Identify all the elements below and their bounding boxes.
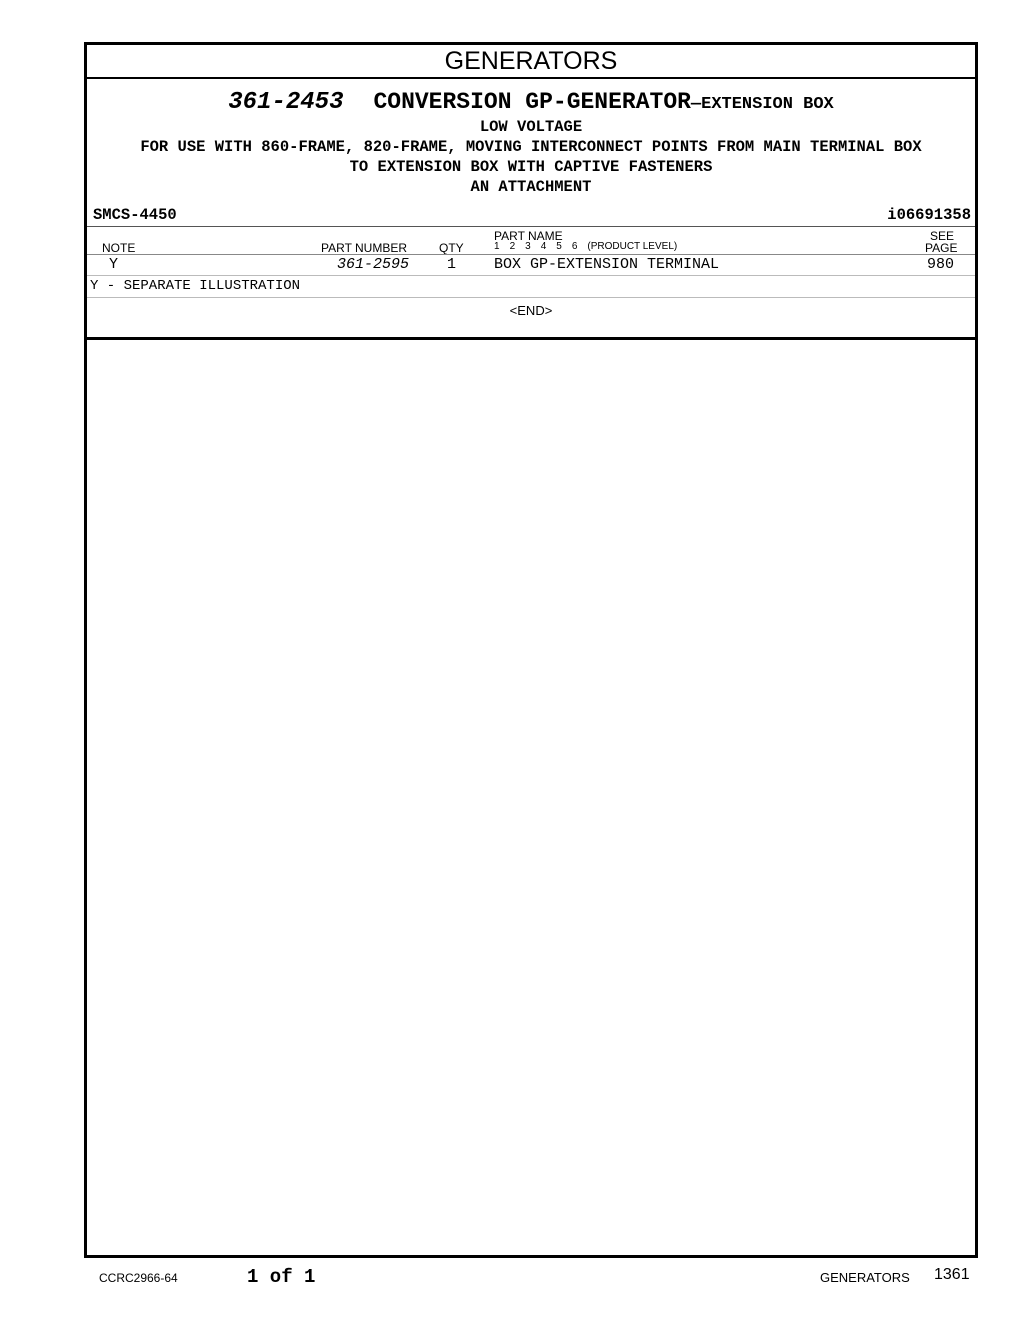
level-3: 3 [525, 241, 531, 252]
description-line-1: LOW VOLTAGE [479, 118, 583, 136]
smcs-code: SMCS-4450 [93, 206, 177, 224]
divider [87, 297, 975, 298]
col-header-part-number: PART NUMBER [321, 241, 408, 255]
footer-page-of: 1 of 1 [247, 1266, 316, 1288]
group-name-dash: — [690, 95, 702, 114]
row-see-page[interactable]: 980 [927, 256, 955, 273]
description-line-2: FOR USE WITH 860-FRAME, 820-FRAME, MOVING INTERCONNECT POINTS FROM MAIN TERMINAL BOX [140, 138, 922, 156]
footer-doc-code: CCRC2966-64 [99, 1271, 178, 1285]
row-qty: 1 [447, 256, 457, 273]
divider [87, 275, 975, 276]
group-name: CONVERSION GP-GENERATOR [373, 89, 691, 115]
col-header-qty: QTY [439, 241, 464, 255]
row-part-name: BOX GP-EXTENSION TERMINAL [494, 256, 720, 273]
illustration-id: i06691358 [887, 206, 971, 224]
divider [87, 254, 975, 255]
col-header-levels [494, 241, 687, 252]
level-5: 5 [556, 241, 562, 252]
level-2: 2 [509, 241, 516, 252]
section-end-rule [87, 337, 975, 340]
note-legend: Y - SEPARATE ILLUSTRATION [90, 278, 301, 294]
group-part-number: 361-2453 [228, 89, 344, 116]
product-level-label: (PRODUCT LEVEL) [587, 241, 678, 252]
col-header-note: NOTE [102, 241, 136, 255]
footer-page-number: 1361 [934, 1266, 970, 1283]
level-6: 6 [571, 241, 578, 252]
divider [87, 226, 975, 227]
col-header-see: SEE [930, 229, 955, 243]
row-note: Y [109, 256, 119, 273]
col-header-part-name: PART NAME [494, 229, 563, 243]
group-subname: EXTENSION BOX [701, 95, 834, 114]
row-part-number[interactable]: 361-2595 [337, 256, 410, 273]
end-marker: <END> [509, 303, 553, 318]
page-frame [84, 42, 978, 1258]
col-header-page: PAGE [925, 241, 958, 255]
footer-section: GENERATORS [820, 1270, 910, 1285]
group-title [87, 89, 975, 116]
section-title: GENERATORS [87, 45, 975, 79]
description-line-3: TO EXTENSION BOX WITH CAPTIVE FASTENERS [349, 158, 713, 176]
level-1: 1 [494, 241, 500, 252]
description-line-4: AN ATTACHMENT [470, 178, 592, 196]
level-4: 4 [540, 241, 547, 252]
